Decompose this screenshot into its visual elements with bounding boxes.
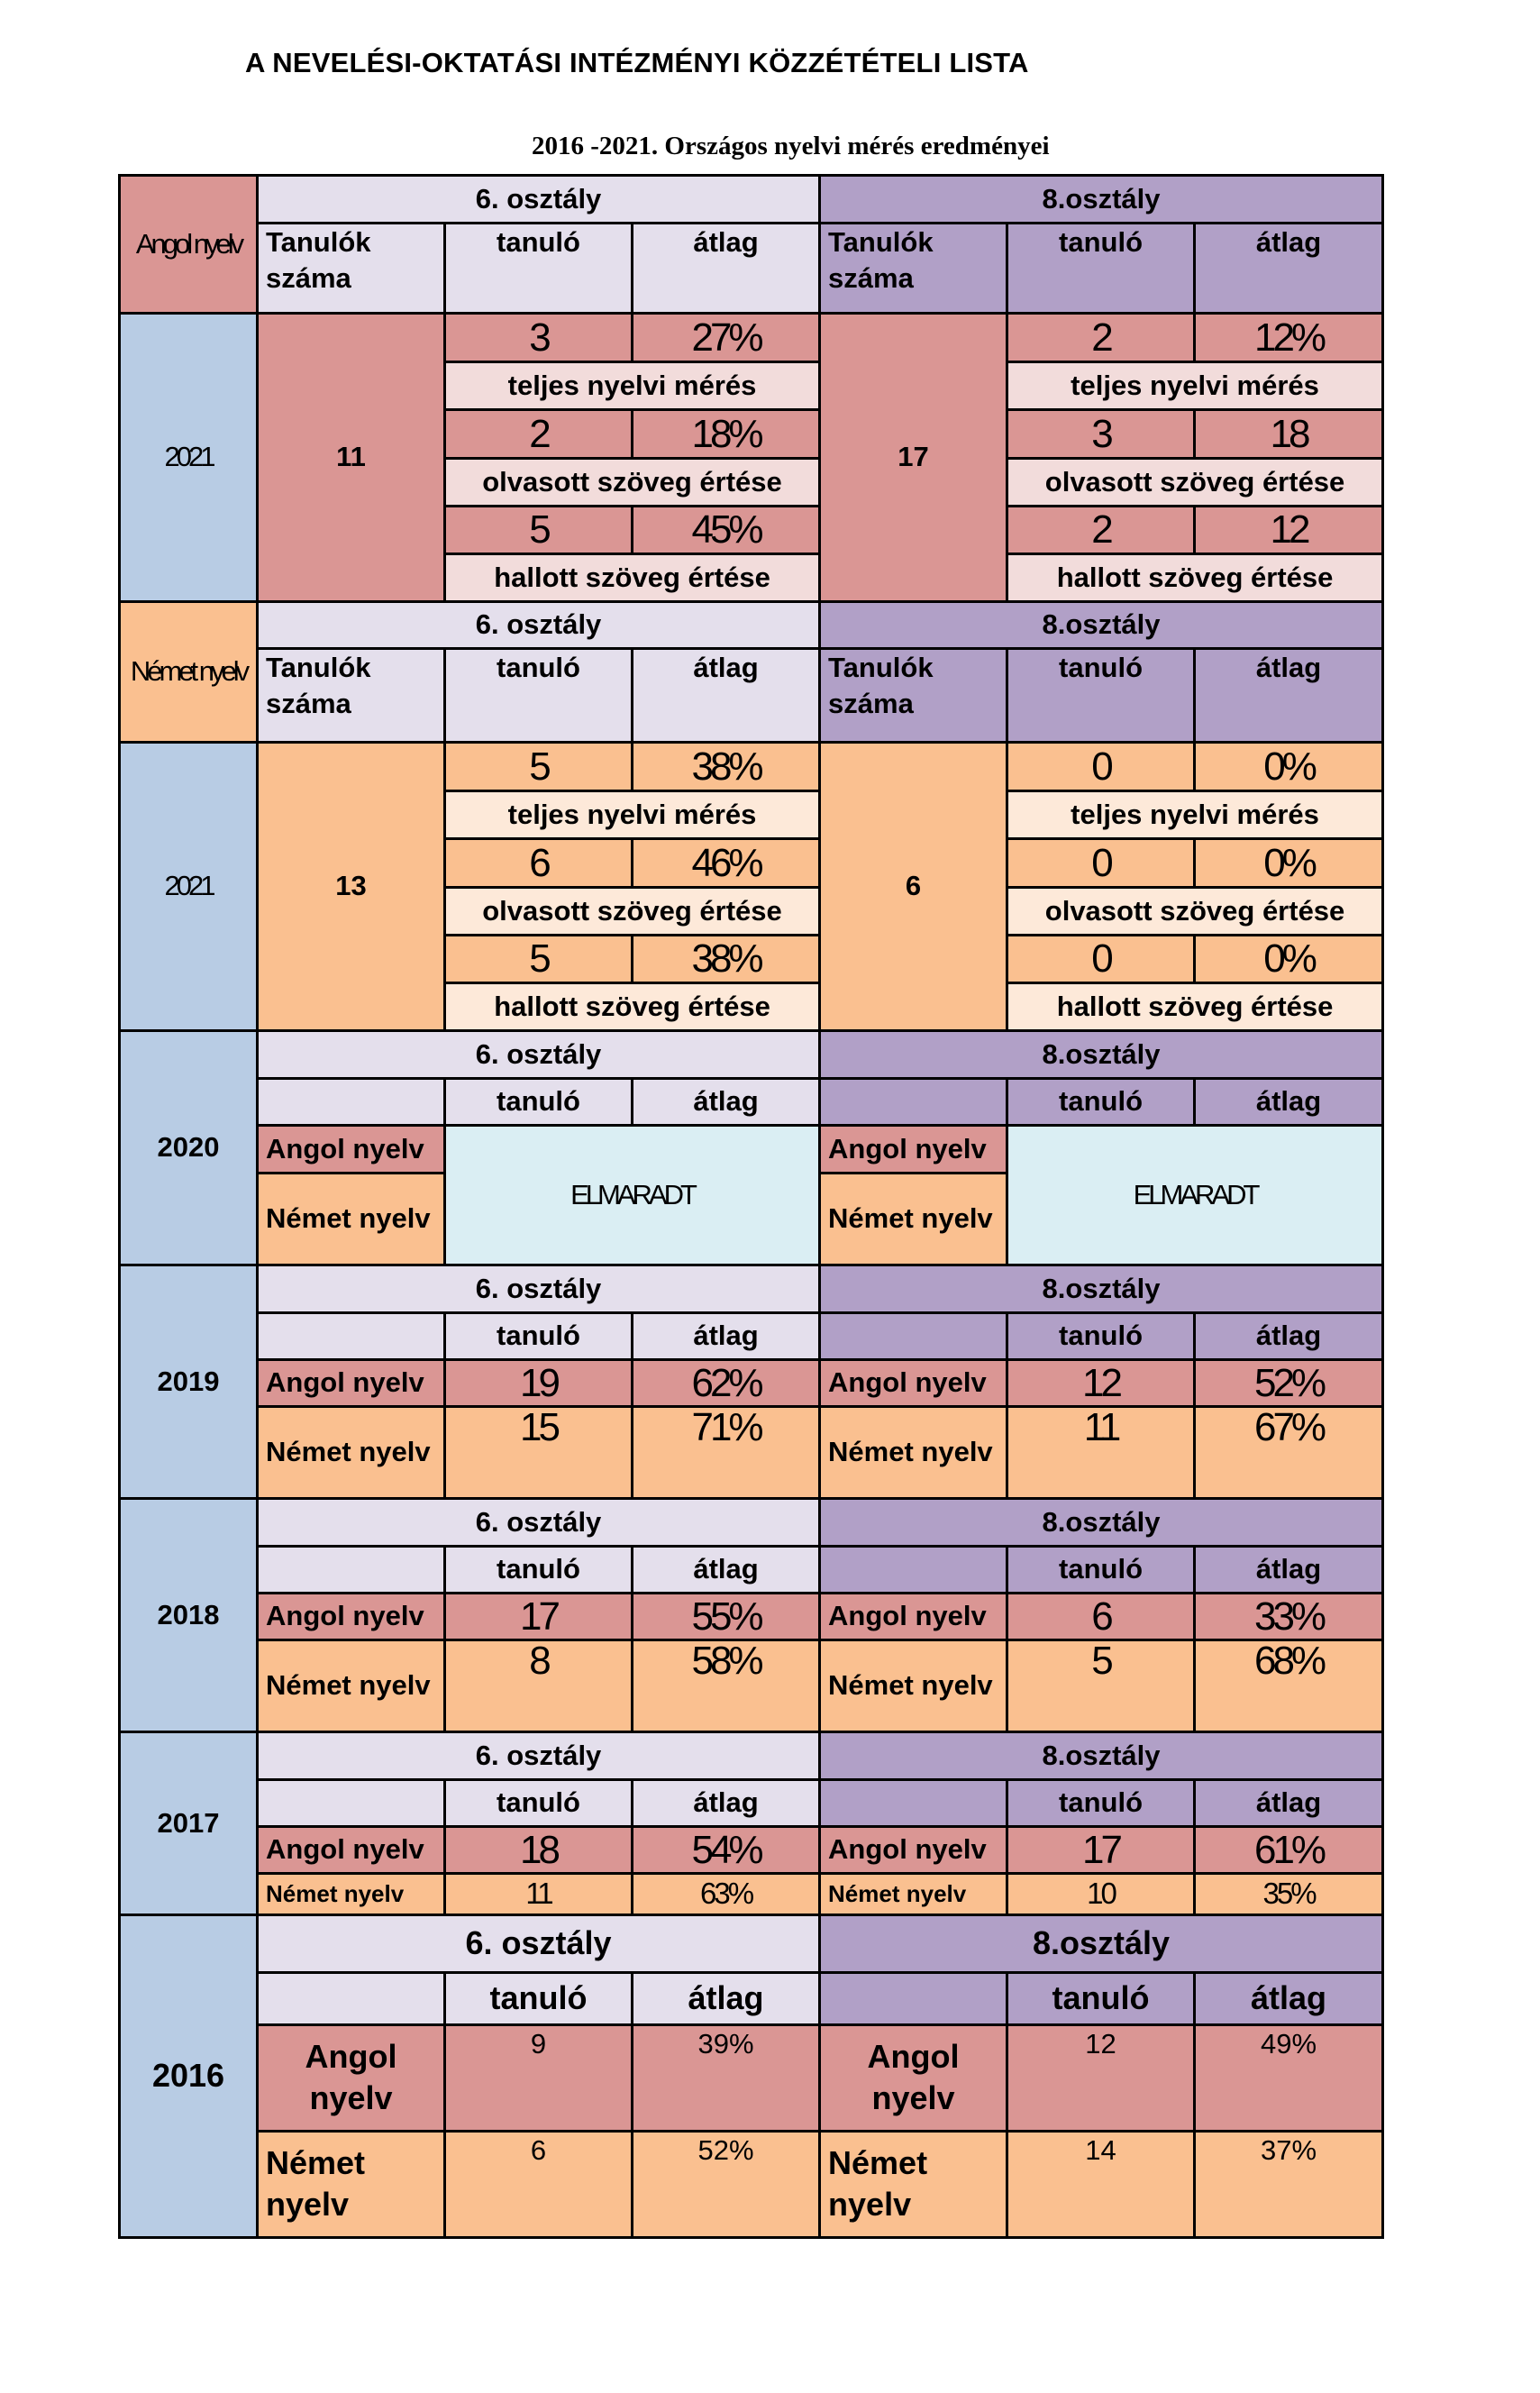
- measure-label: teljes nyelvi mérés: [445, 791, 820, 839]
- year-cell: 2016: [120, 1914, 258, 2237]
- measure-label: hallott szöveg értése: [445, 554, 820, 602]
- average-value: 54%: [633, 1827, 820, 1874]
- student-value: 8: [445, 1640, 633, 1732]
- student-value: 5: [445, 936, 633, 983]
- empty-cell: [258, 1547, 445, 1594]
- average-header: átlag: [633, 1313, 820, 1360]
- grade6-header: 6. osztály: [258, 602, 820, 649]
- measure-label: olvasott szöveg értése: [445, 888, 820, 936]
- subject-angol: Angol nyelv: [820, 1126, 1007, 1174]
- grade6-header: 6. osztály: [258, 1265, 820, 1313]
- student-value: 18: [445, 1827, 633, 1874]
- year-cell: 2017: [120, 1732, 258, 1915]
- subject-nemet: Német nyelv: [258, 1174, 445, 1265]
- year-cell: 2019: [120, 1265, 258, 1499]
- subject-nemet: Német nyelv: [820, 2131, 1007, 2237]
- measure-label: teljes nyelvi mérés: [445, 362, 820, 410]
- grade8-header: 8.osztály: [820, 176, 1383, 224]
- student-value: 2: [445, 410, 633, 459]
- empty-cell: [820, 1972, 1007, 2024]
- grade8-header: 8.osztály: [820, 1265, 1383, 1313]
- average-value: 63%: [633, 1874, 820, 1915]
- measure-label: teljes nyelvi mérés: [1007, 791, 1383, 839]
- subject-nemet: Német nyelv: [820, 1874, 1007, 1915]
- subject-angol: Angol nyelv: [258, 1126, 445, 1174]
- student-value: 0: [1007, 839, 1195, 888]
- results-table: [118, 174, 1384, 2239]
- average-value: 58%: [633, 1640, 820, 1732]
- student-value: 5: [445, 507, 633, 554]
- average-value: 12%: [1195, 314, 1383, 362]
- subject-nemet: Német nyelv: [258, 1640, 445, 1732]
- year-cell: 2018: [120, 1499, 258, 1732]
- average-value: 38%: [633, 743, 820, 791]
- empty-cell: [820, 1313, 1007, 1360]
- student-header: tanuló: [1007, 1313, 1195, 1360]
- year-cell: 2020: [120, 1031, 258, 1265]
- empty-cell: [820, 1780, 1007, 1827]
- student-header: tanuló: [1007, 1079, 1195, 1126]
- average-value: 61%: [1195, 1827, 1383, 1874]
- student-value: 19: [445, 1360, 633, 1407]
- empty-cell: [258, 1780, 445, 1827]
- empty-cell: [820, 1547, 1007, 1594]
- average-header: átlag: [1195, 224, 1383, 314]
- average-header: átlag: [633, 224, 820, 314]
- average-value: 27%: [633, 314, 820, 362]
- subject-angol: Angol nyelv: [258, 1827, 445, 1874]
- average-header: átlag: [633, 1972, 820, 2024]
- student-header: tanuló: [1007, 649, 1195, 743]
- measure-label: hallott szöveg értése: [1007, 983, 1383, 1031]
- subject-nemet: Német nyelv: [258, 2131, 445, 2237]
- grade8-header: 8.osztály: [820, 1499, 1383, 1547]
- student-value: 12: [1007, 1360, 1195, 1407]
- student-value: 2: [1007, 314, 1195, 362]
- measure-label: olvasott szöveg értése: [445, 459, 820, 507]
- average-header: átlag: [1195, 1313, 1383, 1360]
- student-value: 6: [1007, 1594, 1195, 1640]
- subject-angol: Angol nyelv: [820, 1594, 1007, 1640]
- average-value: 0%: [1195, 936, 1383, 983]
- student-value: 9: [445, 2024, 633, 2131]
- subject-nemet: Német nyelv: [258, 1874, 445, 1915]
- subject-angol-2021: Angol nyelv: [120, 176, 258, 314]
- average-header: átlag: [1195, 649, 1383, 743]
- cancelled-notice: ELMARADT: [1007, 1126, 1383, 1265]
- grade6-header: 6. osztály: [258, 1499, 820, 1547]
- subject-nemet: Német nyelv: [820, 1640, 1007, 1732]
- subject-nemet: Német nyelv: [258, 1407, 445, 1499]
- student-value: 3: [445, 314, 633, 362]
- empty-cell: [820, 1079, 1007, 1126]
- average-value: 46%: [633, 839, 820, 888]
- students-count-header: Tanulók száma: [820, 224, 1007, 314]
- average-value: 39%: [633, 2024, 820, 2131]
- document-title: A NEVELÉSI-OKTATÁSI INTÉZMÉNYI KÖZZÉTÉTELI LISTA: [245, 47, 1029, 78]
- average-header: átlag: [1195, 1972, 1383, 2024]
- student-header: tanuló: [445, 1780, 633, 1827]
- year-cell: 2021: [120, 743, 258, 1031]
- student-header: tanuló: [445, 224, 633, 314]
- student-header: tanuló: [445, 649, 633, 743]
- student-value: 15: [445, 1407, 633, 1499]
- grade6-header: 6. osztály: [258, 176, 820, 224]
- student-header: tanuló: [1007, 1972, 1195, 2024]
- student-value: 17: [1007, 1827, 1195, 1874]
- student-value: 6: [445, 2131, 633, 2237]
- students-count-header: Tanulók száma: [258, 224, 445, 314]
- subject-nemet: Német nyelv: [820, 1174, 1007, 1265]
- subject-angol: Angol nyelv: [820, 1360, 1007, 1407]
- subject-angol: Angol nyelv: [258, 1360, 445, 1407]
- student-header: tanuló: [445, 1313, 633, 1360]
- subject-angol: Angol nyelv: [258, 1594, 445, 1640]
- average-value: 0%: [1195, 839, 1383, 888]
- average-header: átlag: [633, 649, 820, 743]
- student-value: 6: [445, 839, 633, 888]
- student-header: tanuló: [445, 1079, 633, 1126]
- cancelled-notice: ELMARADT: [445, 1126, 820, 1265]
- average-header: átlag: [1195, 1780, 1383, 1827]
- student-value: 11: [445, 1874, 633, 1915]
- subject-nemet-2021: Német nyelv: [120, 602, 258, 743]
- subject-angol: Angol nyelv: [820, 2024, 1007, 2131]
- student-value: 10: [1007, 1874, 1195, 1915]
- average-header: átlag: [1195, 1547, 1383, 1594]
- student-value: 12: [1007, 2024, 1195, 2131]
- student-header: tanuló: [1007, 224, 1195, 314]
- subject-angol: Angol nyelv: [258, 2024, 445, 2131]
- average-value: 38%: [633, 936, 820, 983]
- measure-label: olvasott szöveg értése: [1007, 459, 1383, 507]
- measure-label: hallott szöveg értése: [1007, 554, 1383, 602]
- average-header: átlag: [633, 1547, 820, 1594]
- student-value: 5: [445, 743, 633, 791]
- average-value: 71%: [633, 1407, 820, 1499]
- student-value: 3: [1007, 410, 1195, 459]
- year-cell: 2021: [120, 314, 258, 602]
- average-value: 18: [1195, 410, 1383, 459]
- empty-cell: [258, 1079, 445, 1126]
- student-header: tanuló: [445, 1972, 633, 2024]
- average-value: 12: [1195, 507, 1383, 554]
- students-count-header: Tanulók száma: [820, 649, 1007, 743]
- average-value: 62%: [633, 1360, 820, 1407]
- average-value: 67%: [1195, 1407, 1383, 1499]
- table-title: 2016 -2021. Országos nyelvi mérés eredményei: [532, 132, 1050, 160]
- average-header: átlag: [1195, 1079, 1383, 1126]
- average-value: 55%: [633, 1594, 820, 1640]
- average-value: 37%: [1195, 2131, 1383, 2237]
- student-value: 5: [1007, 1640, 1195, 1732]
- average-value: 35%: [1195, 1874, 1383, 1915]
- measure-label: teljes nyelvi mérés: [1007, 362, 1383, 410]
- empty-cell: [258, 1313, 445, 1360]
- average-value: 0%: [1195, 743, 1383, 791]
- grade6-header: 6. osztály: [258, 1914, 820, 1972]
- grade6-header: 6. osztály: [258, 1732, 820, 1780]
- average-value: 52%: [1195, 1360, 1383, 1407]
- students-count-value: 11: [258, 314, 445, 602]
- average-value: 52%: [633, 2131, 820, 2237]
- average-value: 49%: [1195, 2024, 1383, 2131]
- student-header: tanuló: [1007, 1547, 1195, 1594]
- student-value: 2: [1007, 507, 1195, 554]
- grade6-header: 6. osztály: [258, 1031, 820, 1079]
- students-count-value: 6: [820, 743, 1007, 1031]
- measure-label: olvasott szöveg értése: [1007, 888, 1383, 936]
- student-header: tanuló: [445, 1547, 633, 1594]
- student-value: 0: [1007, 936, 1195, 983]
- students-count-value: 17: [820, 314, 1007, 602]
- student-value: 0: [1007, 743, 1195, 791]
- measure-label: hallott szöveg értése: [445, 983, 820, 1031]
- student-value: 11: [1007, 1407, 1195, 1499]
- average-header: átlag: [633, 1079, 820, 1126]
- grade8-header: 8.osztály: [820, 1914, 1383, 1972]
- subject-angol: Angol nyelv: [820, 1827, 1007, 1874]
- student-header: tanuló: [1007, 1780, 1195, 1827]
- students-count-header: Tanulók száma: [258, 649, 445, 743]
- grade8-header: 8.osztály: [820, 602, 1383, 649]
- student-value: 14: [1007, 2131, 1195, 2237]
- average-value: 45%: [633, 507, 820, 554]
- average-header: átlag: [633, 1780, 820, 1827]
- average-value: 33%: [1195, 1594, 1383, 1640]
- grade8-header: 8.osztály: [820, 1732, 1383, 1780]
- empty-cell: [258, 1972, 445, 2024]
- students-count-value: 13: [258, 743, 445, 1031]
- student-value: 17: [445, 1594, 633, 1640]
- subject-nemet: Német nyelv: [820, 1407, 1007, 1499]
- grade8-header: 8.osztály: [820, 1031, 1383, 1079]
- average-value: 68%: [1195, 1640, 1383, 1732]
- average-value: 18%: [633, 410, 820, 459]
